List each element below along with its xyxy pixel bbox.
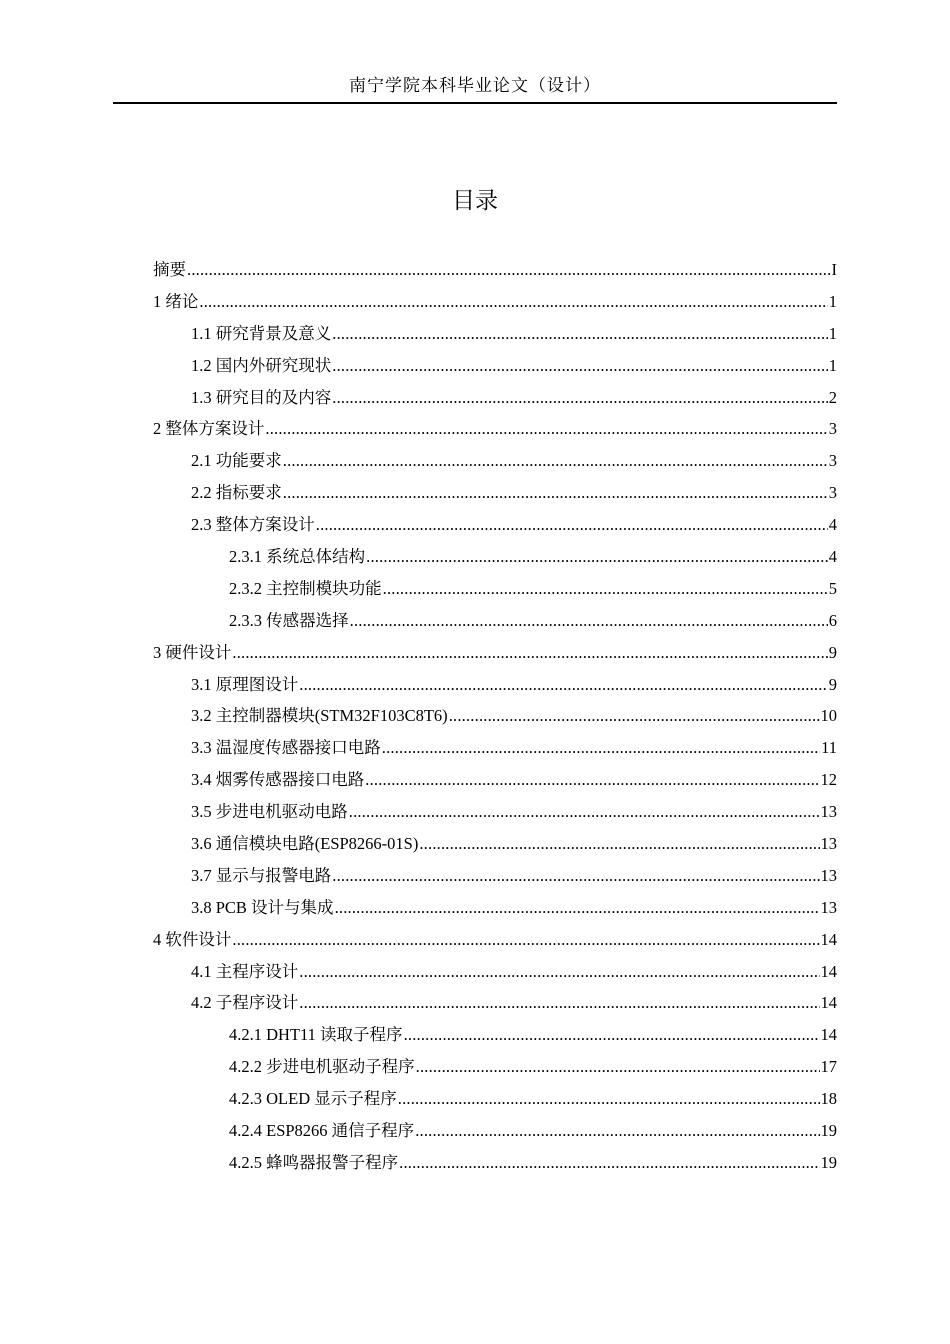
toc-leader-dots [283,445,828,477]
toc-entry-page-number: 17 [820,1057,837,1077]
toc-leader-dots [449,700,820,732]
toc-entry-page-number: 13 [820,834,837,854]
toc-entry-label: 1.1 研究背景及意义 [191,323,332,343]
toc-entry[interactable] [153,764,837,796]
toc-entry-page-number: 11 [821,738,837,758]
toc-entry-page-number: 19 [820,1152,837,1172]
toc-leader-dots [399,1147,819,1179]
toc-entry[interactable] [153,860,837,892]
toc-entry-page-number: 13 [820,897,837,917]
toc-entry-label: 3.3 温湿度传感器接口电路 [191,738,381,758]
toc-entry-page-number: 4 [828,515,837,535]
toc-leader-dots [283,477,828,509]
toc-entry-label: 4.1 主程序设计 [191,961,299,981]
toc-entry-page-number: 1 [828,355,837,375]
toc-entry[interactable] [153,796,837,828]
toc-leader-dots [365,764,819,796]
toc-entry-page-number: 14 [820,993,837,1013]
toc-entry[interactable] [153,1051,837,1083]
toc-leader-dots [332,860,819,892]
toc-entry-label: 3.2 主控制器模块(STM32F103C8T6) [191,706,448,726]
toc-leader-dots [366,541,828,573]
toc-entry-label: 3.4 烟雾传感器接口电路 [191,770,365,790]
toc-entry-page-number: 14 [820,929,837,949]
toc-entry[interactable] [153,445,837,477]
toc-entry[interactable] [153,413,837,445]
toc-leader-dots [187,254,831,286]
toc-entry[interactable] [153,254,837,286]
toc-entry-label: 4.2 子程序设计 [191,993,299,1013]
toc-entry-page-number: 3 [828,419,837,439]
toc-entry-page-number: 14 [820,1025,837,1045]
toc-leader-dots [335,892,820,924]
toc-entry-page-number: 13 [820,802,837,822]
toc-entry-label: 4.2.1 DHT11 读取子程序 [229,1025,403,1045]
toc-entry-label: 2 整体方案设计 [153,419,265,439]
toc-leader-dots [199,286,827,318]
toc-entry[interactable] [153,350,837,382]
toc-entry-label: 2.1 功能要求 [191,451,282,471]
toc-entry-label: 2.3.3 传感器选择 [229,610,349,630]
toc-entry[interactable] [153,1115,837,1147]
toc-entry-label: 2.3.2 主控制模块功能 [229,578,382,598]
toc-entry-label: 2.2 指标要求 [191,483,282,503]
toc-entry-page-number: I [831,260,837,279]
toc-entry[interactable] [153,605,837,637]
toc-entry-label: 4.2.5 蜂鸣器报警子程序 [229,1152,399,1172]
toc-entry-label: 2.3.1 系统总体结构 [229,547,366,567]
toc-entry-label: 3.5 步进电机驱动电路 [191,802,348,822]
toc-entry-label: 3.7 显示与报警电路 [191,865,332,885]
toc-entry-page-number: 1 [828,291,837,311]
toc-leader-dots [404,1019,820,1051]
toc-entry[interactable] [153,700,837,732]
toc-entry-page-number: 1 [828,323,837,343]
toc-leader-dots [332,318,828,350]
toc-entry-label: 4.2.3 OLED 显示子程序 [229,1089,397,1109]
toc-entry-page-number: 14 [820,961,837,981]
toc-entry[interactable] [153,987,837,1019]
toc-entry-label: 4.2.2 步进电机驱动子程序 [229,1057,415,1077]
toc-leader-dots [299,669,828,701]
toc-entry-page-number: 12 [820,770,837,790]
toc-leader-dots [419,828,819,860]
toc-entry-page-number: 2 [828,387,837,407]
toc-entry-page-number: 4 [828,547,837,567]
toc-entry[interactable] [153,637,837,669]
toc-entry-label: 3.6 通信模块电路(ESP8266-01S) [191,834,419,854]
toc-entry-page-number: 18 [820,1089,837,1109]
toc-leader-dots [398,1083,820,1115]
toc-entry-page-number: 10 [820,706,837,726]
toc-entry-page-number: 13 [820,865,837,885]
toc-entry-page-number: 9 [828,674,837,694]
toc-entry[interactable] [153,573,837,605]
toc-entry[interactable] [153,541,837,573]
toc-entry[interactable] [153,286,837,318]
toc-leader-dots [415,1115,819,1147]
toc-entry[interactable] [153,318,837,350]
toc-entry[interactable] [153,1147,837,1179]
toc-leader-dots [232,924,819,956]
toc-entry-label: 3 硬件设计 [153,642,232,662]
toc-entry[interactable] [153,924,837,956]
toc-entry-label: 2.3 整体方案设计 [191,515,315,535]
page-header: 南宁学院本科毕业论文（设计） [113,72,837,104]
toc-leader-dots [265,413,827,445]
toc-entry-page-number: 3 [828,483,837,503]
toc-entry[interactable] [153,1019,837,1051]
toc-leader-dots [383,573,828,605]
toc-entry-page-number: 9 [828,642,837,662]
toc-entry[interactable] [153,1083,837,1115]
toc-leader-dots [332,382,828,414]
toc-leader-dots [382,732,820,764]
toc-leader-dots [232,637,827,669]
toc-entry-label: 3.1 原理图设计 [191,674,299,694]
toc-leader-dots [332,350,828,382]
toc-entry[interactable] [153,956,837,988]
toc-entry[interactable] [153,669,837,701]
toc-entry[interactable] [153,477,837,509]
toc-entry[interactable] [153,732,837,764]
toc-leader-dots [350,605,828,637]
toc-entry-label: 摘要 [153,260,186,279]
toc-entry-label: 4.2.4 ESP8266 通信子程序 [229,1121,415,1141]
toc-leader-dots [299,987,819,1019]
toc-entry-page-number: 6 [828,610,837,630]
page-title: 目录 [452,188,498,214]
toc-entry-label: 3.8 PCB 设计与集成 [191,897,334,917]
toc-entry-page-number: 19 [820,1121,837,1141]
toc-leader-dots [349,796,820,828]
toc-entry[interactable] [153,828,837,860]
toc-leader-dots [316,509,828,541]
toc-entry[interactable] [153,509,837,541]
toc-entry-label: 1.3 研究目的及内容 [191,387,332,407]
toc-entry-label: 4 软件设计 [153,929,232,949]
toc-entry[interactable] [153,892,837,924]
toc-leader-dots [416,1051,820,1083]
toc-entry-label: 1.2 国内外研究现状 [191,355,332,375]
toc-leader-dots [299,956,819,988]
toc-entry-page-number: 5 [828,578,837,598]
toc-entry-page-number: 3 [828,451,837,471]
toc-entry-label: 1 绪论 [153,291,199,311]
table-of-contents [153,254,837,1179]
toc-entry[interactable] [153,382,837,414]
